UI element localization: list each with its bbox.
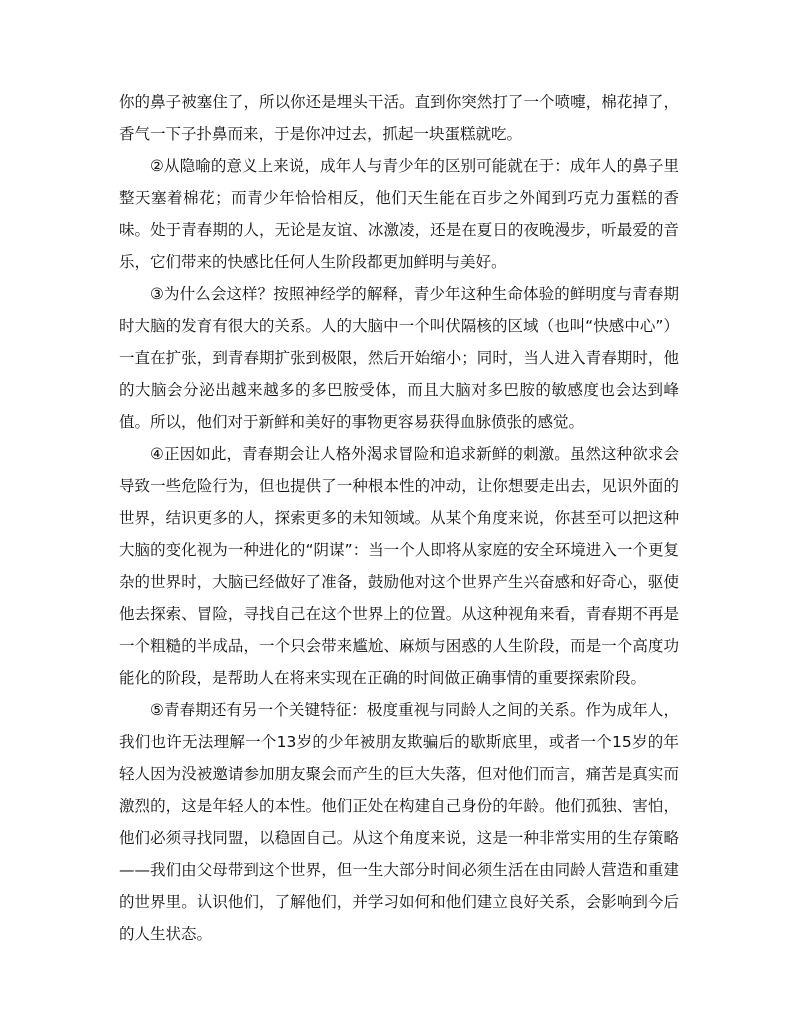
article-body [119, 86, 679, 950]
paragraph-4: ④正因如此，青春期会让人格外渴求冒险和追求新鲜的刺激。虽然这种欲求会导致一些危险行为，但也提供了一种根本性的冲动，让你想要走出去，见识外面的世界，结识更多的人，探索更多的未知领域。从某个角度来说，你甚至可以把这种大脑的变化视为一种进化的“阴谋”：当一个人即将从家庭的安全环境进入一个更复杂的世界时，大脑已经做好了准备，鼓励他对这个世界产生兴奋感和好奇心，驱使他去探索、冒险，寻找自己在这个世界上的位置。从这种视角来看，青春期不再是一个粗糙的半成品，一个只会带来尴尬、麻烦与困惑的人生阶段，而是一个高度功能化的阶段，是帮助人在将来实现在正确的时间做正确事情的重要探索阶段。 [119, 445, 679, 687]
paragraph-5: ⑤青春期还有另一个关键特征：极度重视与同龄人之间的关系。作为成年人，我们也许无法理解一个13岁的少年被朋友欺骗后的歇斯底里，或者一个15岁的年轻人因为没被邀请参加朋友聚会而产生的巨大失落，但对他们而言，痛苦是真实而激烈的，这是年轻人的本性。他们正处在构建自己身份的年龄。他们孤独、害怕，他们必须寻找同盟，以稳固自己。从这个角度来说，这是一种非常实用的生存策略——我们由父母带到这个世界，但一生大部分时间必须生活在由同龄人营造和重建的世界里。认识他们，了解他们，并学习如何和他们建立良好关系，会影响到今后的人生状态。 [119, 701, 679, 943]
paragraph-continuation: 你的鼻子被塞住了，所以你还是埋头干活。直到你突然打了一个喷嚏，棉花掉了，香气一下子扑鼻而来，于是你冲过去，抓起一块蛋糕就吃。 [119, 93, 679, 143]
paragraph-2: ②从隐喻的意义上来说，成年人与青少年的区别可能就在于：成年人的鼻子里整天塞着棉花；而青少年恰恰相反，他们天生能在百步之外闻到巧克力蛋糕的香味。处于青春期的人，无论是友谊、冰激凌，还是在夏日的夜晚漫步，听最爱的音乐，它们带来的快感比任何人生阶段都更加鲜明与美好。 [119, 157, 679, 271]
paragraph-3: ③为什么会这样？按照神经学的解释，青少年这种生命体验的鲜明度与青春期时大脑的发育有很大的关系。人的大脑中一个叫伏隔核的区域（也叫“快感中心”）一直在扩张，到青春期扩张到极限，然后开始缩小；同时，当人进入青春期时，他的大脑会分泌出越来越多的多巴胺受体，而且大脑对多巴胺的敏感度也会达到峰值。所以，他们对于新鲜和美好的事物更容易获得血脉偾张的感觉。 [119, 285, 679, 431]
